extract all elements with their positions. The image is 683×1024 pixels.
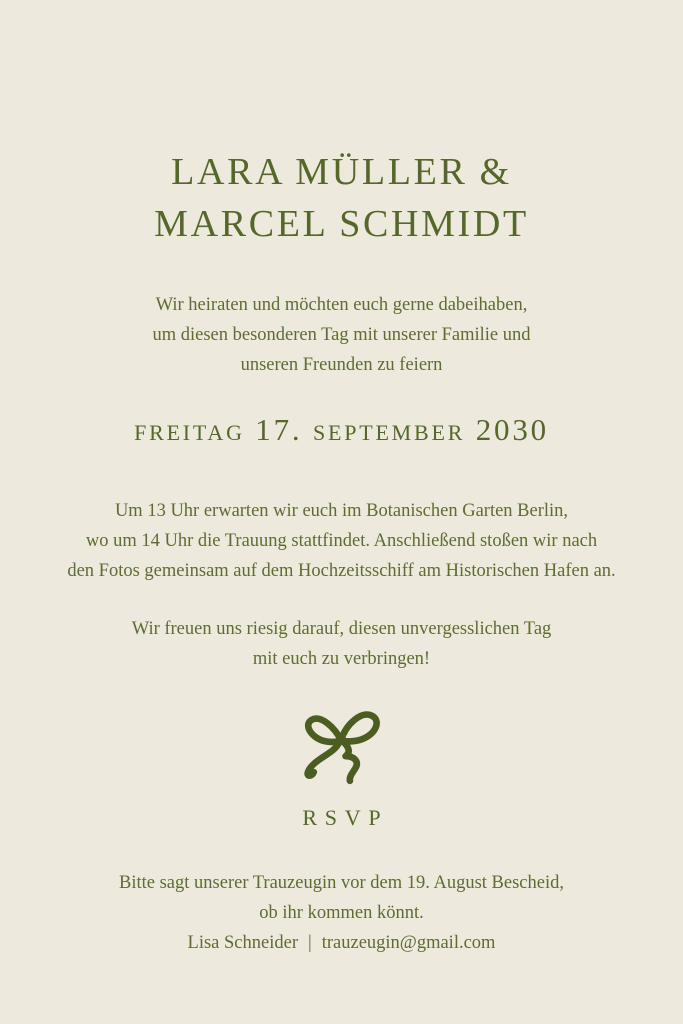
rsvp-line: ob ihr kommen könnt. xyxy=(259,903,424,923)
rsvp-paragraph xyxy=(0,868,683,958)
contact-separator: | xyxy=(308,933,312,953)
contact-email: trauzeugin@gmail.com xyxy=(321,933,496,953)
schedule-paragraph xyxy=(0,496,683,586)
couple-names-line1: LARA MÜLLER & xyxy=(171,151,512,193)
rsvp-heading: RSVP xyxy=(302,805,389,830)
intro-line: Wir heiraten und möchten euch gerne dabeihaben, xyxy=(155,295,528,315)
contact-name: Lisa Schneider xyxy=(187,933,298,953)
closing-paragraph xyxy=(0,614,683,674)
couple-names-line2: MARCEL SCHMIDT xyxy=(154,203,529,245)
rsvp-line: Bitte sagt unserer Trauzeugin vor dem 19. August Bescheid, xyxy=(119,873,564,893)
rsvp-contact xyxy=(0,928,683,958)
closing-line: mit euch zu verbringen! xyxy=(252,649,431,669)
schedule-line: den Fotos gemeinsam auf dem Hochzeitsschiff am Historischen Hafen an. xyxy=(67,561,616,581)
intro-line: unseren Freunden zu feiern xyxy=(240,355,443,375)
intro-paragraph xyxy=(0,290,683,380)
schedule-line: wo um 14 Uhr die Trauung stattfindet. Anschließend stoßen wir nach xyxy=(85,531,598,551)
ribbon-bow-icon xyxy=(0,700,683,786)
closing-line: Wir freuen uns riesig darauf, diesen unvergesslichen Tag xyxy=(131,619,552,639)
intro-line: um diesen besonderen Tag mit unserer Familie und xyxy=(152,325,531,345)
wedding-date-heading: freitag 17. september 2030 xyxy=(134,412,549,447)
schedule-line: Um 13 Uhr erwarten wir euch im Botanischen Garten Berlin, xyxy=(114,501,569,521)
couple-names-heading xyxy=(0,146,683,250)
